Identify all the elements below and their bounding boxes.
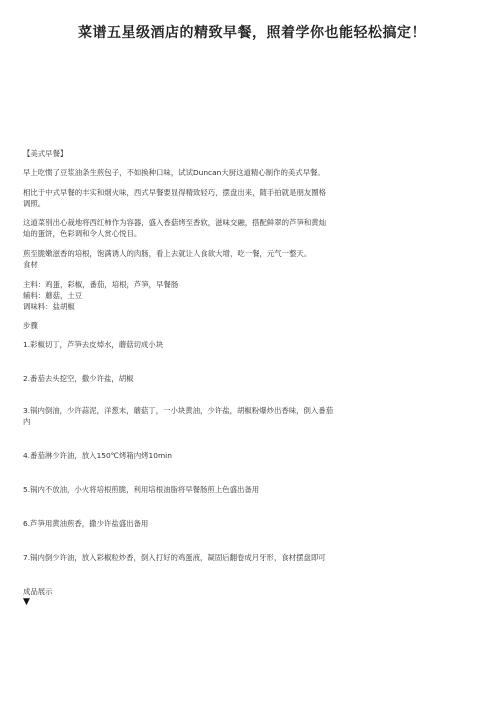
showcase-heading: 成品展示 bbox=[23, 587, 53, 596]
step-6: 6.芦笋用黄油煎香，撒少许盐盛出备用 bbox=[23, 519, 149, 528]
intro-paragraph-3-line-2: 灿的蛋饼，色彩调和令人赏心悦目。 bbox=[23, 229, 142, 238]
intro-paragraph-4: 煎至脆嫩滋香的培根，饱满诱人的肉肠，看上去就让人食欲大增，吃一餐，元气一整天。 bbox=[23, 249, 312, 258]
step-5: 5.锅内不放油，小火将培根煎脆，利用培根油脂将早餐肠煎上色盛出备用 bbox=[23, 485, 260, 494]
article-body bbox=[23, 148, 483, 607]
intro-paragraph-2-line-1: 相比于中式早餐的丰实和烟火味，西式早餐要显得精致轻巧，摆盘出来，随手拍就是朋友圈格 bbox=[23, 188, 327, 197]
intro-paragraph-1: 早上吃惯了豆浆油条生煎包子，不如换种口味，试试Duncan大厨这道精心制作的美式早餐。 bbox=[23, 168, 325, 177]
step-1: 1.彩椒切丁，芦笋去皮焯水，蘑菇切成小块 bbox=[23, 340, 164, 349]
ingredients-heading: 食材 bbox=[23, 260, 38, 269]
page-title: 菜谱五星级酒店的精致早餐，照着学你也能轻松搞定！ bbox=[78, 25, 426, 41]
step-3-line-1: 3.锅内倒油，少许蒜泥，洋葱末，蘑菇丁，一小块黄油，少许盐，胡椒粉爆炒出香味，倒入番茄 bbox=[23, 406, 334, 415]
down-triangle-icon: ▼ bbox=[23, 597, 30, 607]
step-2: 2.番茄去头挖空，撒少许盐，胡椒 bbox=[23, 374, 134, 383]
step-3-line-2: 内 bbox=[23, 417, 31, 426]
section-tag: 【美式早餐】 bbox=[23, 149, 68, 158]
ingredients-seasoning: 调味料：盐胡椒 bbox=[23, 302, 75, 311]
steps-heading: 步骤 bbox=[23, 321, 38, 330]
ingredients-aux: 辅料：蘑菇，土豆 bbox=[23, 291, 83, 300]
intro-paragraph-3-line-1: 这道菜别出心裁地将西红柿作为容器，盛入香菇烤至香软，滋味交融，搭配鲜翠的芦笋和黄灿 bbox=[23, 218, 327, 227]
step-4: 4.番茄淋少许油，放入150℃烤箱内烤10min bbox=[23, 451, 172, 460]
ingredients-main: 主料：鸡蛋，彩椒，番茄，培根，芦笋，早餐肠 bbox=[23, 280, 179, 289]
intro-paragraph-2-line-2: 调照。 bbox=[23, 199, 46, 208]
step-7: 7.锅内倒少许油，放入彩椒粒炒香，倒入打好的鸡蛋液，凝固后翻卷成月牙形，食材摆盘即可 bbox=[23, 553, 326, 562]
